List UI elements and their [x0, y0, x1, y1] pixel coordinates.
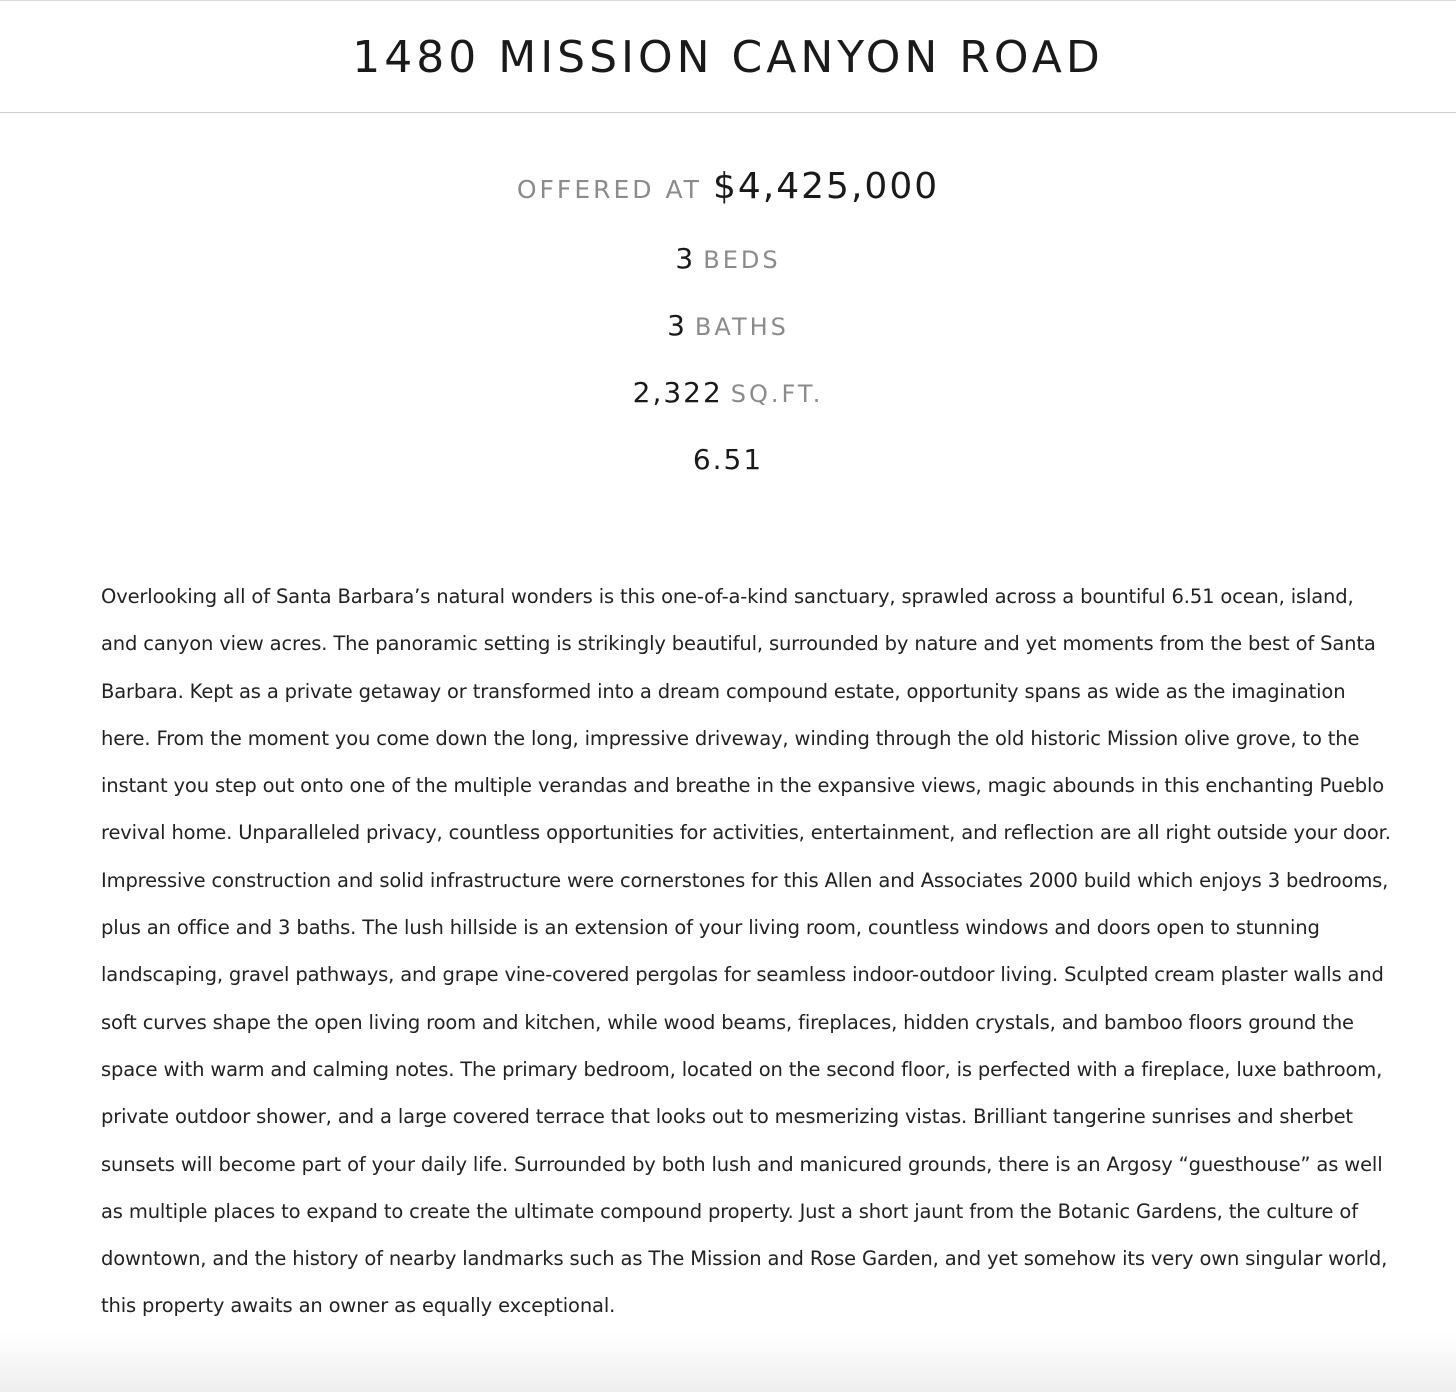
sqft-label: SQ.FT. — [730, 380, 824, 408]
baths-label: BATHS — [694, 313, 789, 341]
price-label: OFFERED AT — [516, 175, 702, 204]
acres-row — [0, 443, 1456, 476]
beds-value: 3 — [675, 242, 696, 275]
property-description: Overlooking all of Santa Barbara’s natural wonders is this one-of-a-kind sanctuary, sprawled across a bountiful 6.51 ocean, island, and canyon view acres. The panoramic setting is strikingly beautiful, surrounded by nature and yet moments from the best of Santa Barbara. Kept as a private getaway or transformed into a dream compound estate, opportunity spans as wide as the imagination here. From the moment you come down the long, impressive driveway, winding through the old historic Mission olive grove, to the instant you step out onto one of the multiple verandas and breathe in the expansive views, magic abounds in this enchanting Pueblo revival home. Unparalleled privacy, countless opportunities for activities, entertainment, and reflection are all right outside your door. Impressive construction and solid infrastructure were cornerstones for this Allen and Associates 2000 build which enjoys 3 bedrooms, plus an office and 3 baths. The lush hillside is an extension of your living room, countless windows and doors open to stunning landscaping, gravel pathways, and grape vine-covered pergolas for seamless indoor-outdoor living. Sculpted cream plaster walls and soft curves shape the open living room and kitchen, while wood beams, fireplaces, hidden crystals, and bamboo floors ground the space with warm and calming notes. The primary bedroom, located on the second floor, is perfected with a fireplace, luxe bathroom, private outdoor shower, and a large covered terrace that looks out to mesmerizing vistas. Brilliant tangerine sunrises and sherbet sunsets will become part of your daily life. Surrounded by both lush and manicured grounds, there is an Argosy “guesthouse” as well as multiple places to expand to create the ultimate compound property. Just a short jaunt from the Botanic Gardens, the culture of downtown, and the history of nearby landmarks such as The Mission and Rose Garden, and yet somehow its very own singular world, this property awaits an owner as equally exceptional. — [101, 585, 1391, 1318]
sqft-row — [0, 376, 1456, 409]
beds-row — [0, 242, 1456, 275]
acres-value: 6.51 — [692, 443, 764, 476]
beds-label: BEDS — [703, 246, 781, 274]
page-title: 1480 MISSION CANYON ROAD — [352, 32, 1104, 83]
price-row — [0, 166, 1456, 207]
bottom-fade — [0, 1332, 1456, 1392]
sqft-value: 2,322 — [632, 376, 723, 409]
baths-value: 3 — [667, 309, 687, 342]
baths-row — [0, 309, 1456, 342]
title-bar — [0, 1, 1456, 113]
price-value: $4,425,000 — [713, 166, 940, 207]
